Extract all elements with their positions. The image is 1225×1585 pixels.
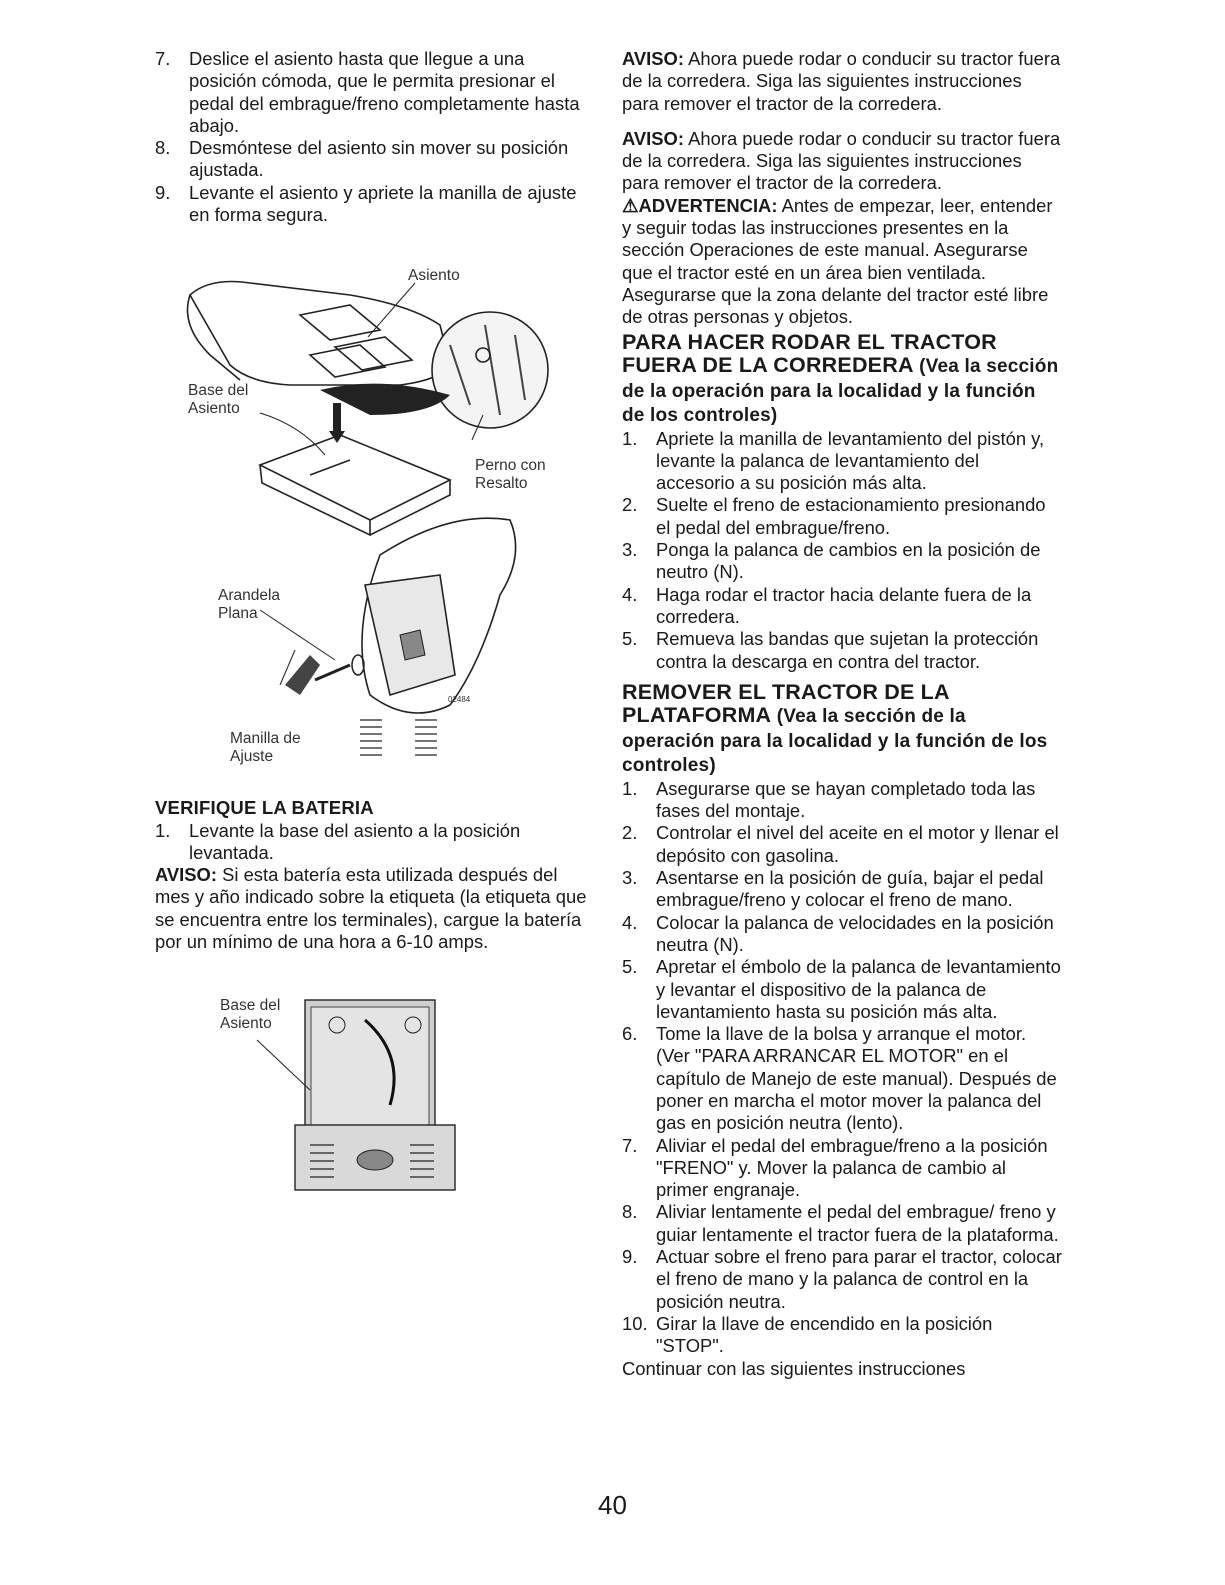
heading-remover-tractor: REMOVER EL TRACTOR DE LA PLATAFORMA (Vea la sección de la operación para la localidad y la función de los controles) [622, 679, 1048, 777]
advertencia: ⚠ADVERTENCIA: Antes de empezar, leer, entender y seguir todas las instrucciones presentes en la sección Operaciones de este manual. Asegurarse que el tractor esté en un área bien ventilada. Asegurarse que la zona delante del tractor esté libre de otras personas y objetos. [622, 194, 1053, 328]
label-base-del-1: Base del [188, 382, 249, 399]
list-item: 9. Actuar sobre el freno para parar el tractor, colocar el freno de mano y la palanca de control en la posición neutra. [622, 1246, 1062, 1312]
remover-steps-list [622, 778, 1062, 1358]
list-item: 4. Colocar la palanca de velocidades en la posición neutra (N). [622, 911, 1054, 955]
arrow-down-icon [333, 403, 341, 433]
page-number: 40 [598, 1490, 627, 1520]
aviso-2: AVISO: Ahora puede rodar o conducir su tractor fuera de la corredera. Siga las siguientes instrucciones para remover el tractor de la corredera. [622, 127, 1061, 194]
list-item: 9. Levante el asiento y apriete la manilla de ajuste en forma segura. [155, 181, 577, 226]
rodar-steps-list [622, 428, 1062, 673]
seat-assembly-figure [150, 255, 590, 775]
list-item: 4. Haga rodar el tractor hacia delante fuera de la corredera. [622, 583, 1032, 627]
warning-triangle-icon: ⚠ [622, 194, 639, 216]
aviso-1: AVISO: Ahora puede rodar o conducir su tractor fuera de la corredera. Siga las siguientes instrucciones para remover el tractor de la corredera. [622, 48, 1061, 114]
right-column [622, 48, 1062, 1380]
label-battery-base-1: Base del [220, 997, 281, 1014]
label-arandela-1: Arandela [218, 587, 281, 604]
list-item: 3. Ponga la palanca de cambios en la posición de neutro (N). [622, 539, 1041, 583]
list-item: 7. Deslice el asiento hasta que llegue a una posición cómoda, que le permita presionar el pedal del embrague/freno completamente hasta abajo. [155, 48, 580, 136]
list-item: 5. Remueva las bandas que sujetan la protección contra la descarga en contra del tractor. [622, 628, 1039, 672]
list-item: 2. Controlar el nivel del aceite en el motor y llenar el depósito con gasolina. [622, 822, 1059, 866]
battery-section [155, 796, 595, 953]
list-item: 1. Apriete la manilla de levantamiento del pistón y, levante la palanca de levantamiento del accesorio a su posición más alta. [622, 427, 1045, 494]
list-item: 8. Aliviar lentamente el pedal del embrague/ freno y guiar lentamente el tractor fuera de la plataforma. [622, 1201, 1059, 1245]
heading-rodar-tractor: PARA HACER RODAR EL TRACTOR FUERA DE LA CORREDERA (Vea la sección de la operación para la localidad y la función de los controles) [622, 329, 1059, 427]
continuar-text: Continuar con las siguientes instrucciones [622, 1357, 966, 1379]
battery-figure [215, 995, 465, 1200]
label-manilla-1: Manilla de [230, 730, 301, 747]
list-item: 10. Girar la llave de encendido en la posición "STOP". [622, 1312, 993, 1357]
figure-code: 02484 [448, 695, 471, 704]
list-item: 3. Asentarse en la posición de guía, bajar el pedal embrague/freno y colocar el freno de mano. [622, 867, 1044, 911]
list-item: 2. Suelte el freno de estacionamiento presionando el pedal del embrague/freno. [622, 494, 1046, 538]
list-item: 6. Tome la llave de la bolsa y arranque el motor. (Ver "PARA ARRANCAR EL MOTOR" en el capítulo de Manejo de este manual). Después de poner en marcha el motor mover la palanca del gas en posición neutra (lento). [622, 1023, 1057, 1134]
seat-assembly-illustration [150, 255, 590, 775]
battery-aviso: AVISO: Si esta batería esta utilizada después del mes y año indicado sobre la etiqueta (la etiqueta que se encuentra entre los terminales), cargue la batería por un mínimo de una hora a 6-10 amps. [155, 864, 587, 952]
list-item: 1. Levante la base del asiento a la posición levantada. [155, 819, 521, 863]
label-asiento: Asiento [408, 267, 460, 284]
label-battery-base-2: Asiento [220, 1015, 272, 1032]
left-column [155, 48, 595, 226]
list-item: 8. Desmóntese del asiento sin mover su posición ajustada. [155, 137, 569, 181]
label-arandela-2: Plana [218, 605, 258, 622]
list-item: 1. Asegurarse que se hayan completado toda las fases del montaje. [622, 777, 1036, 822]
label-manilla-2: Ajuste [230, 748, 274, 765]
label-base-del-2: Asiento [188, 400, 240, 417]
battery-heading: VERIFIQUE LA BATERIA [155, 797, 374, 818]
list-item: 7. Aliviar el pedal del embrague/freno a la posición "FRENO" y. Mover la palanca de cambio al primer engranaje. [622, 1134, 1048, 1201]
list-item: 5. Apretar el émbolo de la palanca de levantamiento y levantar el dispositivo de la palanca de levantamiento hasta su posición más alta. [622, 956, 1061, 1022]
label-perno-1: Perno con [475, 457, 546, 474]
seat-steps-list [155, 48, 595, 226]
label-perno-2: Resalto [475, 475, 528, 492]
battery-steps-list [155, 820, 595, 865]
